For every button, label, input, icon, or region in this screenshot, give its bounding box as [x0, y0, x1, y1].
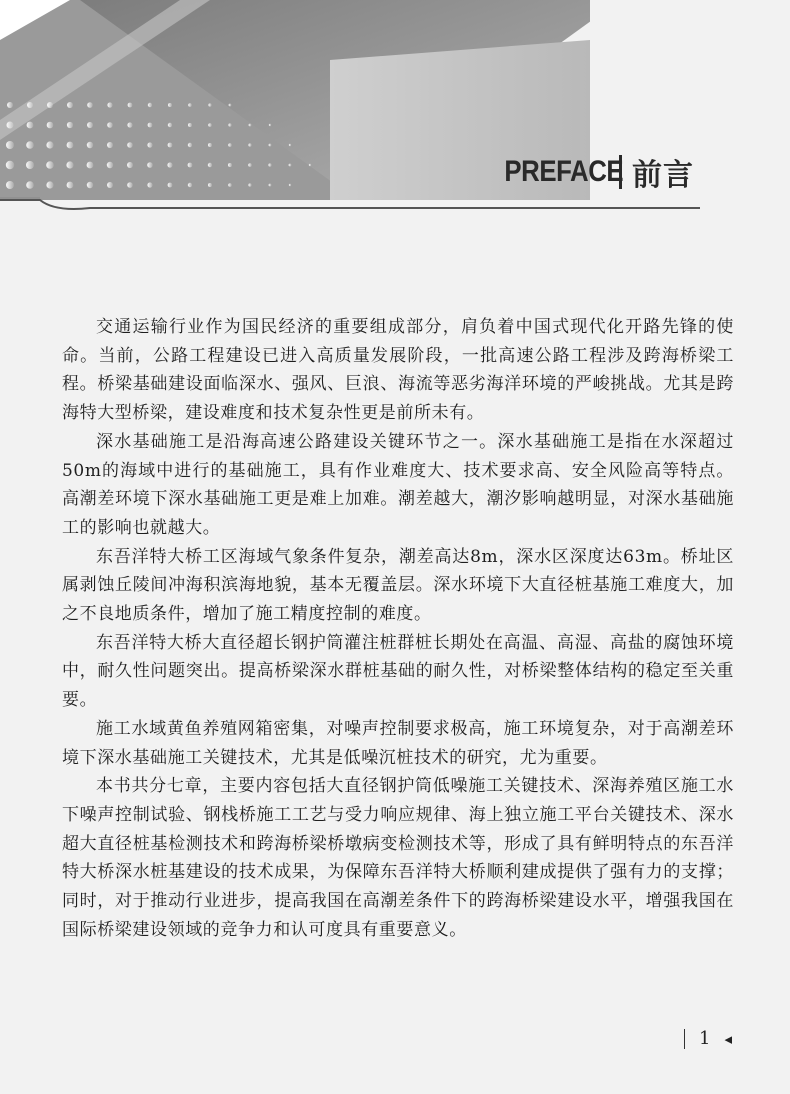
paragraph: 东吾洋特大桥工区海域气象条件复杂，潮差高达8m，深水区深度达63m。桥址区属剥蚀丘陵间冲海积滨海地貌，基本无覆盖层。深水环境下大直径桩基施工难度大，加之不良地质条件，增加了施工精度控制的难度。	[62, 546, 734, 625]
page-number-block	[684, 1028, 732, 1049]
paragraph: 施工水域黄鱼养殖网箱密集，对噪声控制要求极高，施工环境复杂，对于高潮差环境下深水基础施工关键技术，尤其是低噪沉桩技术的研究，尤为重要。	[62, 718, 734, 768]
page-number: 1	[699, 1028, 711, 1049]
page-title	[485, 150, 694, 194]
page-number-divider	[684, 1029, 685, 1049]
paragraph: 东吾洋特大桥大直径超长钢护筒灌注桩群桩长期处在高温、高湿、高盐的腐蚀环境中，耐久性问题突出。提高桥梁深水群桩基础的耐久性，对桥梁整体结构的稳定至关重要。	[62, 632, 734, 711]
paragraph: 交通运输行业作为国民经济的重要组成部分，肩负着中国式现代化开路先锋的使命。当前，公路工程建设已进入高质量发展阶段，一批高速公路工程涉及跨海桥梁工程。桥梁基础建设面临深水、强风、巨浪、海流等恶劣海洋环境的严峻挑战。尤其是跨海特大型桥梁，建设难度和技术复杂性更是前所未有。	[62, 317, 734, 424]
preface-body	[62, 313, 734, 944]
paragraph: 深水基础施工是沿海高速公路建设关键环节之一。深水基础施工是指在水深超过50m的海域中进行的基础施工，具有作业难度大、技术要求高、安全风险高等特点。高潮差环境下深水基础施工更是难上加难。潮差越大，潮汐影响越明显，对深水基础施工的影响也就越大。	[62, 431, 734, 538]
arrow-left-icon: ◂	[724, 1029, 732, 1048]
title-chinese: 前言	[632, 158, 694, 193]
title-english: PREFACE	[504, 155, 623, 188]
paragraph: 本书共分七章，主要内容包括大直径钢护筒低噪施工关键技术、深海养殖区施工水下噪声控制试验、钢栈桥施工工艺与受力响应规律、海上独立施工平台关键技术、深水超大直径桩基检测技术和跨海桥梁桥墩病变检测技术等，形成了具有鲜明特点的东吾洋特大桥深水桩基建设的技术成果，为保障东吾洋特大桥顺利建成提供了强有力的支撑；同时，对于推动行业进步，提高我国在高潮差条件下的跨海桥梁建设水平，增强我国在国际桥梁建设领域的竞争力和认可度具有重要意义。	[62, 776, 734, 940]
